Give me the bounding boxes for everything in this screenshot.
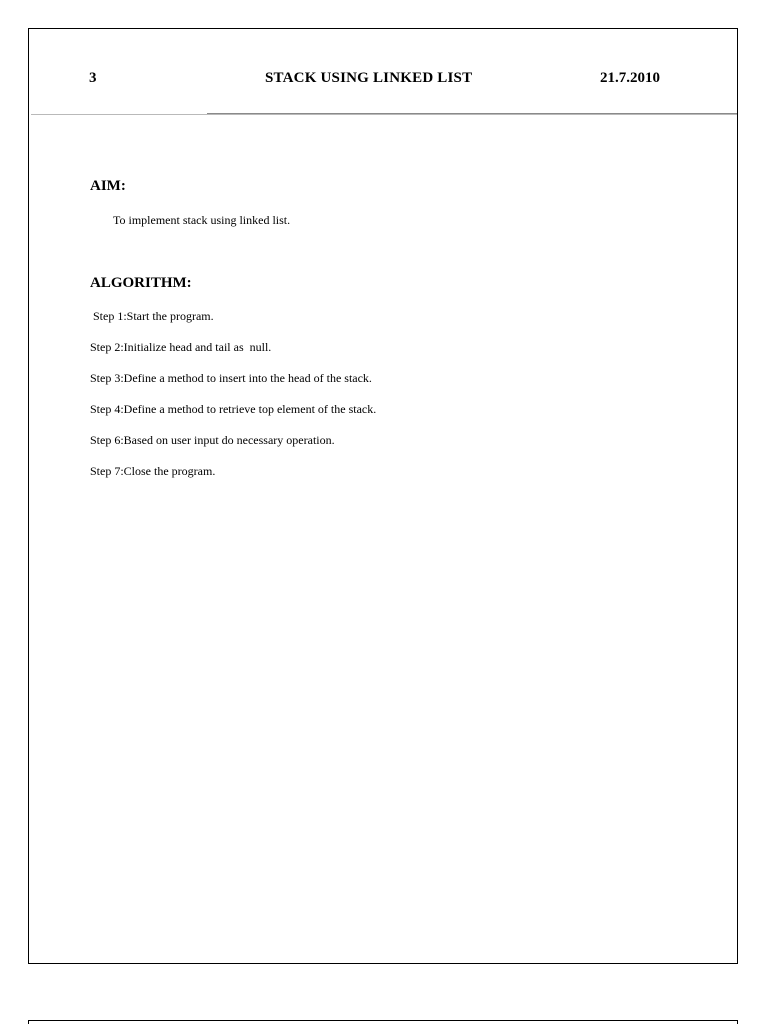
experiment-number: 3 [89, 70, 97, 86]
header-divider-accent [207, 113, 737, 114]
algorithm-step: Step 2:Initialize head and tail as null. [90, 340, 272, 354]
document-page [28, 28, 738, 964]
header-divider [31, 114, 737, 115]
algorithm-step: Step 1:Start the program. [90, 309, 214, 323]
next-page-edge [28, 1020, 738, 1024]
experiment-title: STACK USING LINKED LIST [265, 70, 473, 86]
algorithm-step: Step 6:Based on user input do necessary operation. [90, 433, 335, 447]
algorithm-step: Step 7:Close the program. [90, 464, 216, 478]
algorithm-steps [90, 309, 376, 495]
algorithm-step: Step 4:Define a method to retrieve top element of the stack. [90, 402, 377, 416]
algorithm-step: Step 3:Define a method to insert into the head of the stack. [90, 371, 372, 385]
algorithm-heading: ALGORITHM: [90, 275, 192, 291]
aim-text: To implement stack using linked list. [113, 213, 291, 227]
experiment-date: 21.7.2010 [600, 70, 660, 86]
page-header [29, 29, 737, 115]
aim-heading: AIM: [90, 178, 126, 194]
